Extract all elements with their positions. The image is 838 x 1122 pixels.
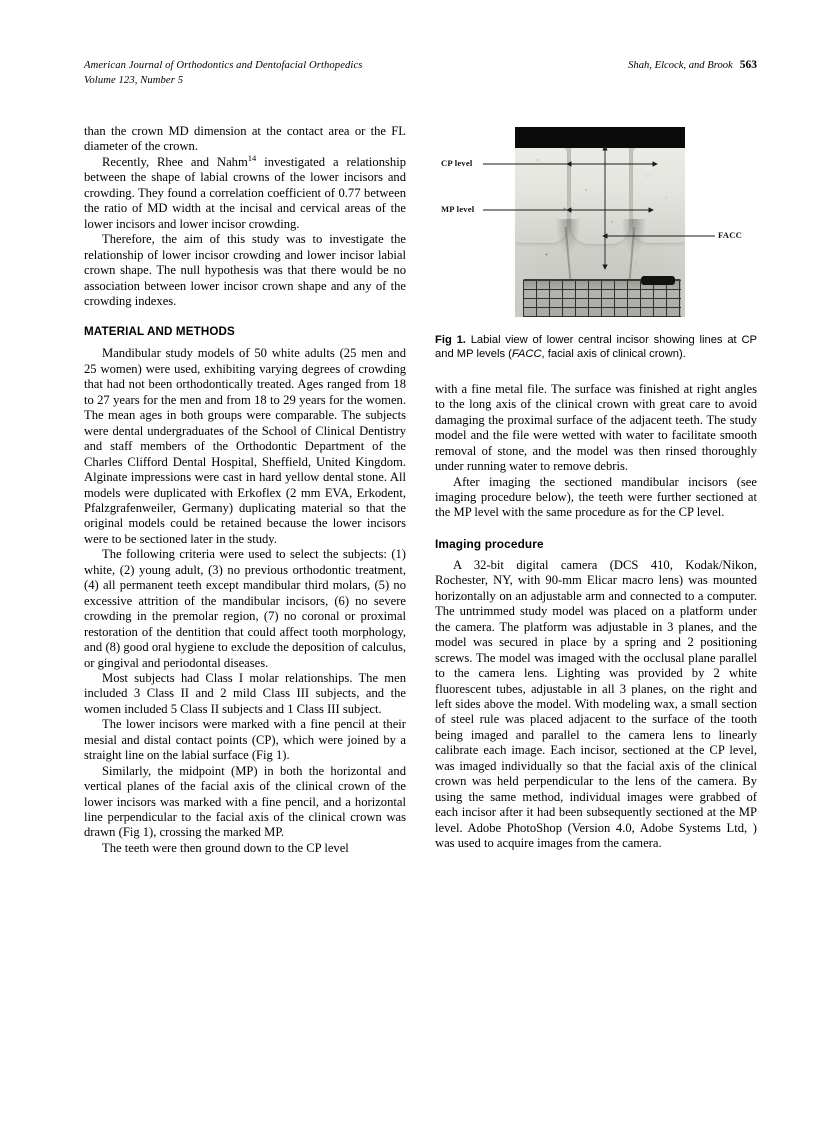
figure-caption-text-2: , facial axis of clinical crown). bbox=[541, 348, 686, 361]
page-number: 563 bbox=[739, 59, 757, 71]
right-column-body bbox=[435, 362, 757, 852]
figure-1-caption bbox=[435, 324, 757, 362]
label-mp-level: MP level bbox=[441, 204, 475, 214]
running-head-left bbox=[84, 58, 362, 88]
paragraph-molar-relationships: Most subjects had Class I molar relationships. The men included 3 Class II and 2 mild Class III subjects, and the women included 5 Class II subjects and 1 Class III subject. bbox=[84, 670, 406, 716]
volume-issue: Volume 123, Number 5 bbox=[84, 75, 184, 86]
running-head-right bbox=[628, 58, 757, 73]
paragraph-crown-md: than the crown MD dimension at the contact area or the FL diameter of the crown. bbox=[84, 124, 406, 154]
figure-caption-facc-italic: FACC bbox=[511, 348, 542, 361]
label-facc: FACC bbox=[718, 230, 743, 240]
figure-1 bbox=[435, 124, 757, 362]
figure-caption-text-1: Labial view of lower central incisor showing lines at CP and MP levels ( bbox=[435, 334, 757, 361]
paragraph-midpoint: Similarly, the midpoint (MP) in both the horizontal and vertical planes of the facial axis of the clinical crown of the lower incisors was marked with a fine pencil, and a horizontal line perpendicular to the facial axis of the clinical crown was drawn (Fig 1), crossing the marked MP. bbox=[84, 763, 406, 840]
figure-caption-number: Fig 1. bbox=[435, 334, 466, 346]
paragraph-metal-file: with a fine metal file. The surface was finished at right angles to the long axis of the clinical crown with great care to avoid damaging the proximal surface of the adjacent teeth. The study model and the file were wetted with water to facilitate smooth removal of stone, and the model was then rinsed thoroughly under running water to remove debris. bbox=[435, 381, 757, 474]
paragraph-text-after-ref: investigated a relationship between the shape of labial crowns of the lower incisors and crowding. They found a correlation coefficient of 0.77 between the ratio of MD width at the incisal and cervical areas of the lower incisors and lower incisor crowding. bbox=[84, 154, 406, 231]
label-cp-level: CP level bbox=[441, 158, 473, 168]
paragraph-rhee-nahm bbox=[84, 152, 406, 232]
running-head bbox=[84, 58, 757, 94]
journal-title: American Journal of Orthodontics and Dentofacial Orthopedics bbox=[84, 60, 363, 71]
heading-imaging-procedure: Imaging procedure bbox=[435, 536, 544, 551]
paragraph-text-before-ref: Recently, Rhee and Nahm bbox=[102, 154, 248, 169]
paragraph-digital-camera: A 32-bit digital camera (DCS 410, Kodak/Nikon, Rochester, NY, with 90-mm Elicar macro lens) was mounted horizontally on an adjustable arm and connected to a computer. The untrimmed study model was placed on a platform under the camera. The platform was adjustable in 3 planes, and the model was secured in place by a spring and 2 positioning screws. The model was imaged with the occlusal plane parallel to the camera lens. Lighting was provided by 2 white fluorescent tubes, adjustable in all 3 planes, on the right and left sides above the model. With modeling wax, a small section of steel rule was placed adjacent to the surface of the tooth being imaged and parallel to the camera lens to linearly calibrate each image. Each incisor, sectioned at the CP level, was imaged individually so that the facial axis of the clinical crown was held perpendicular to the lens of the camera. By using the same method, individual images were grabbed of each incisor after it had been subsequently sectioned at the MP level. Adobe PhotoShop (Version 4.0, Adobe Systems Ltd, ) was used to acquire images from the camera. bbox=[435, 557, 757, 851]
heading-material-and-methods: MATERIAL AND METHODS bbox=[84, 325, 235, 339]
figure-1-frame bbox=[435, 124, 757, 324]
author-names: Shah, Elcock, and Brook bbox=[628, 60, 733, 71]
paragraph-aim-of-study: Therefore, the aim of this study was to investigate the relationship of lower incisor crowding and lower incisor labial crown shape. The null hypothesis was that there would be no association between lower incisor crown shape and any of the crowding indexes. bbox=[84, 232, 406, 308]
paragraph-marked-pencil: The lower incisors were marked with a fine pencil at their mesial and distal contact points (CP), which were joined by a straight line on the labial surface (Fig 1). bbox=[84, 717, 406, 763]
right-column bbox=[435, 124, 757, 852]
paragraph-study-models: Mandibular study models of 50 white adults (25 men and 25 women) were used, exhibiting varying degrees of crowding that had not been orthodontically treated. Ages ranged from 18 to 27 years for the men and from 18 to 29 years for the women. The mean ages in both groups were comparable. The subjects were dental undergraduates of the School of Clinical Dentistry and staff members of the Orthodontic Department of the Charles Clifford Dental Hospital, Sheffield, United Kingdom. Alginate impressions were cast in hard yellow dental stone. All models were duplicated with Erkoflex (2 mm EVA, Erkodent, Pfalzgrafenweiler, Germany) duplicating material so that the original models could be retained because the lower incisors were to be sectioned later in the study. bbox=[84, 346, 406, 546]
left-column bbox=[84, 124, 406, 856]
paragraph-criteria: The following criteria were used to select the subjects: (1) white, (2) young adult, (3) no previous orthodontic treatment, (4) all permanent teeth except mandibular third molars, (5) no excessive attrition of the mandibular incisors, (6) no severe crowding in the premolar region, (7) no coronal or proximal restoration of the dentition that could affect tooth morphology, and (8) good oral hygiene to exclude the deposition of calculus, or gingival and periodontal diseases. bbox=[84, 547, 406, 670]
figure-annotation-overlay bbox=[435, 124, 757, 324]
paragraph-ground-down: The teeth were then ground down to the CP level bbox=[102, 840, 349, 855]
paragraph-after-imaging: After imaging the sectioned mandibular incisors (see imaging procedure below), the teeth were further sectioned at the MP level with the same procedure as for the CP level. bbox=[435, 474, 757, 520]
reference-marker-14[interactable]: 14 bbox=[247, 152, 257, 163]
